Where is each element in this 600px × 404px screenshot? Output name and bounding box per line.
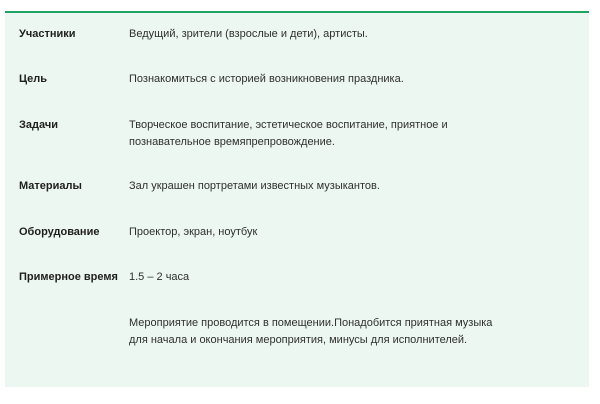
table-row-duration (5, 269, 589, 286)
row-label-equipment: Оборудование (19, 226, 100, 238)
row-value-line: Познакомиться с историей возникновения праздника. (129, 73, 404, 85)
row-value-tasks (129, 117, 509, 151)
row-value-materials (129, 178, 509, 195)
row-value-line: для начала и окончания мероприятия, минусы для исполнителей. (129, 334, 468, 346)
row-value-line: 1.5 – 2 часа (129, 271, 190, 283)
table-row-equipment (5, 224, 589, 241)
event-info-table (5, 11, 589, 387)
row-value-line: Ведущий, зрители (взрослые и дети), артисты. (129, 28, 368, 40)
row-value-duration (129, 269, 509, 286)
row-value-line: Творческое воспитание, эстетическое воспитание, приятное и (129, 119, 448, 131)
row-label-goal: Цель (19, 73, 48, 85)
table-row-materials (5, 178, 589, 195)
row-value-participants (129, 26, 509, 43)
row-value-line: Зал украшен портретами известных музыкантов. (129, 180, 380, 192)
table-row-participants (5, 26, 589, 43)
row-label-duration: Примерное время (19, 271, 118, 283)
row-value-line: Мероприятие проводится в помещении.Понадобится приятная музыка (129, 317, 493, 329)
table-row-tasks (5, 117, 589, 151)
row-label-tasks: Задачи (19, 119, 58, 131)
row-value-equipment (129, 224, 509, 241)
table-row-goal (5, 71, 589, 88)
row-label-materials: Материалы (19, 180, 82, 192)
row-value-line: Проектор, экран, ноутбук (129, 226, 258, 238)
row-value-goal (129, 71, 509, 88)
row-label-participants: Участники (19, 28, 76, 40)
table-row-notes (5, 315, 589, 349)
row-value-line: познавательное времяпрепровождение. (129, 136, 335, 148)
row-value-notes (129, 315, 509, 349)
